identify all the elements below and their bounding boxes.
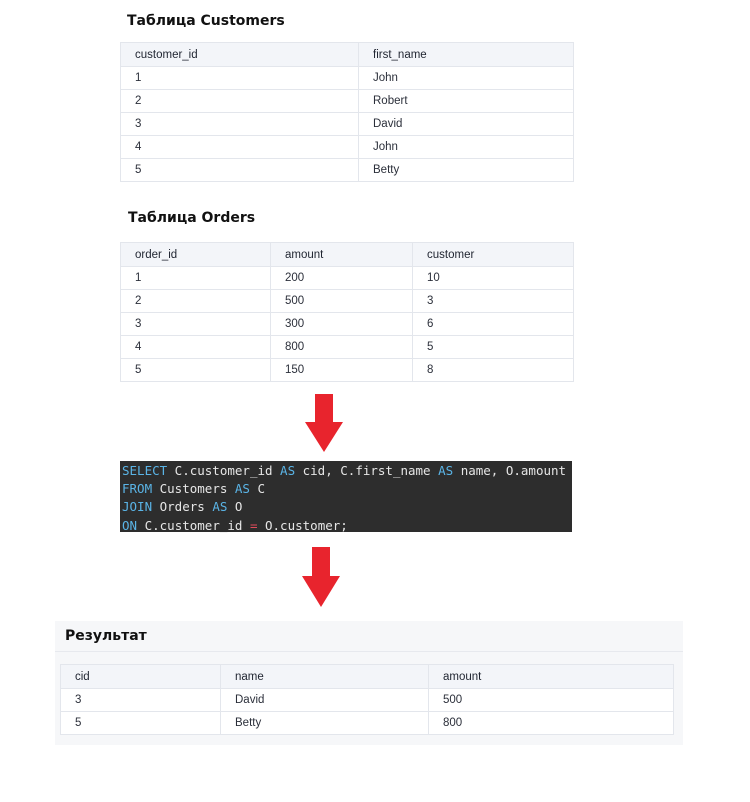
table-cell: 3 bbox=[61, 689, 221, 712]
orders-table bbox=[120, 242, 574, 382]
table-cell: Robert bbox=[359, 90, 574, 113]
sql-keyword: AS bbox=[280, 463, 296, 478]
column-header: customer bbox=[413, 243, 574, 267]
table-cell: 4 bbox=[121, 136, 359, 159]
table-header-row bbox=[61, 665, 674, 689]
column-header: cid bbox=[61, 665, 221, 689]
table-row bbox=[121, 113, 574, 136]
table-cell: 1 bbox=[121, 67, 359, 90]
table-row bbox=[121, 359, 574, 382]
table-row bbox=[121, 136, 574, 159]
result-table bbox=[60, 664, 674, 735]
table-cell: 5 bbox=[121, 159, 359, 182]
table-row bbox=[61, 689, 674, 712]
sql-text: C.customer_id bbox=[137, 517, 250, 533]
table-cell: 5 bbox=[121, 359, 271, 382]
table-cell: 4 bbox=[121, 336, 271, 359]
table-cell: 8 bbox=[413, 359, 574, 382]
table-cell: 5 bbox=[61, 712, 221, 735]
table-cell: 3 bbox=[121, 113, 359, 136]
sql-keyword: AS bbox=[438, 463, 454, 478]
table-cell: John bbox=[359, 136, 574, 159]
customers-table-title: Таблица Customers bbox=[127, 13, 285, 29]
table-header-row bbox=[121, 43, 574, 67]
table-cell: 2 bbox=[121, 290, 271, 313]
table-cell: 150 bbox=[271, 359, 413, 382]
column-header: name bbox=[221, 665, 429, 689]
down-arrow-icon bbox=[305, 394, 343, 452]
sql-text: O bbox=[227, 499, 243, 515]
table-cell: 500 bbox=[429, 689, 674, 712]
table-cell: 800 bbox=[429, 712, 674, 735]
table-row bbox=[121, 267, 574, 290]
sql-keyword: AS bbox=[234, 481, 250, 497]
result-title: Результат bbox=[65, 628, 147, 644]
table-row bbox=[121, 313, 574, 336]
column-header: customer_id bbox=[121, 43, 359, 67]
table-cell: Betty bbox=[359, 159, 574, 182]
sql-text: C.customer_id bbox=[167, 463, 281, 478]
table-cell: David bbox=[221, 689, 429, 712]
sql-text: name, O.amount bbox=[453, 463, 567, 478]
table-header-row bbox=[121, 243, 574, 267]
table-row bbox=[121, 290, 574, 313]
table-cell: David bbox=[359, 113, 574, 136]
orders-table-title: Таблица Orders bbox=[128, 210, 256, 226]
table-cell: 3 bbox=[413, 290, 574, 313]
table-cell: 2 bbox=[121, 90, 359, 113]
sql-keyword: AS bbox=[212, 499, 228, 515]
code-line bbox=[122, 480, 572, 498]
table-row bbox=[121, 90, 574, 113]
table-cell: 6 bbox=[413, 313, 574, 336]
table-cell: 500 bbox=[271, 290, 413, 313]
table-cell: 1 bbox=[121, 267, 271, 290]
code-line bbox=[122, 517, 572, 535]
sql-keyword: FROM bbox=[122, 481, 153, 497]
sql-keyword: SELECT bbox=[122, 463, 168, 478]
table-row bbox=[121, 159, 574, 182]
table-cell: 3 bbox=[121, 313, 271, 336]
customers-table bbox=[120, 42, 574, 182]
column-header: amount bbox=[429, 665, 674, 689]
column-header: first_name bbox=[359, 43, 574, 67]
sql-keyword: ON bbox=[122, 517, 138, 533]
sql-text: cid, C.first_name bbox=[295, 463, 439, 478]
column-header: order_id bbox=[121, 243, 271, 267]
table-cell: 5 bbox=[413, 336, 574, 359]
table-cell: 200 bbox=[271, 267, 413, 290]
table-cell: 300 bbox=[271, 313, 413, 336]
table-row bbox=[121, 336, 574, 359]
table-row bbox=[121, 67, 574, 90]
divider bbox=[55, 651, 683, 652]
table-cell: 800 bbox=[271, 336, 413, 359]
column-header: amount bbox=[271, 243, 413, 267]
sql-keyword: JOIN bbox=[122, 499, 153, 515]
table-cell: John bbox=[359, 67, 574, 90]
sql-operator: = bbox=[249, 517, 258, 533]
code-line bbox=[122, 462, 572, 480]
table-row bbox=[61, 712, 674, 735]
table-cell: 10 bbox=[413, 267, 574, 290]
sql-code-block bbox=[120, 461, 572, 532]
sql-text: C bbox=[249, 481, 266, 497]
table-cell: Betty bbox=[221, 712, 429, 735]
sql-text: Customers bbox=[152, 481, 235, 497]
code-line bbox=[122, 498, 572, 516]
down-arrow-icon bbox=[302, 547, 340, 607]
sql-text: Orders bbox=[152, 499, 213, 515]
sql-text: O.customer; bbox=[257, 517, 348, 533]
